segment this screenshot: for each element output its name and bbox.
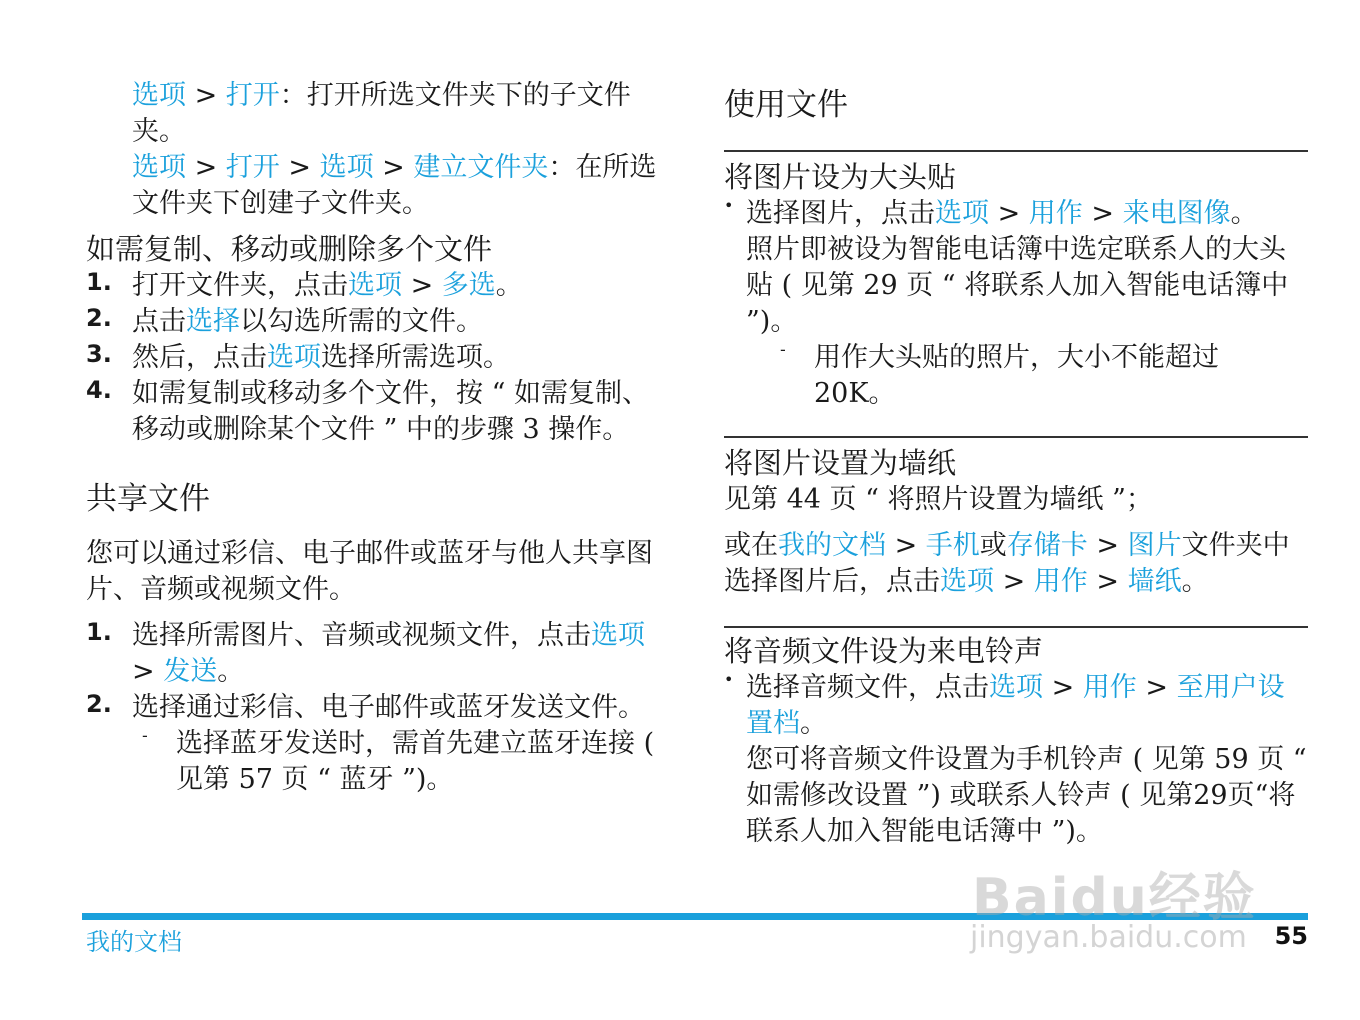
description-text: 照片即被设为智能电话簿中选定联系人的大头贴 ( 见第 29 页 “ 将联系人加入智能电话簿中 ”)。 [746, 234, 1289, 337]
baidu-watermark-logo: Baidu经验 [972, 868, 1257, 928]
step-text: 选择所需图片、音频或视频文件，点击 [132, 620, 591, 651]
paragraph-text: 。 [1181, 566, 1209, 597]
step-text: 。 [217, 656, 245, 687]
step-text: 打开文件夹，点击 [132, 270, 348, 301]
menu-term: 手机 [925, 530, 980, 561]
menu-term: 选项 [319, 152, 374, 183]
menu-term: 用作 [1033, 566, 1088, 597]
share-files-heading: 共享文件 [86, 481, 210, 517]
menu-separator: > [402, 270, 442, 301]
step-text: 如需复制或移动多个文件，按 “ 如需复制、移动或删除某个文件 ” 中的步骤 3 操作。 [132, 378, 649, 445]
menu-separator: > [1082, 198, 1123, 229]
menu-separator: > [279, 152, 320, 183]
menu-term: 选项 [935, 198, 989, 229]
create-folder-paragraph [86, 150, 666, 222]
menu-term: 选项 [132, 80, 186, 111]
step-text: 点击 [132, 306, 186, 337]
bullet-marker: • [724, 670, 734, 689]
dash-marker: - [780, 340, 786, 359]
step-number: 3. [86, 340, 112, 368]
menu-term: 选项 [348, 270, 402, 301]
menu-separator: > [1136, 672, 1177, 703]
paragraph-text: ：打开所选文件夹下的子文件夹。 [132, 80, 631, 147]
menu-term: 墙纸 [1127, 566, 1182, 597]
footer-section-title: 我的文档 [86, 928, 182, 956]
menu-separator: > [186, 80, 226, 111]
menu-separator: > [186, 152, 226, 183]
menu-term: 选项 [989, 672, 1043, 703]
step-text: 选择通过彩信、电子邮件或蓝牙发送文件。 [132, 692, 645, 723]
list-item [724, 196, 1308, 412]
menu-term: 建立文件夹 [413, 152, 549, 183]
menu-term: 打开 [225, 152, 280, 183]
page-number: 55 [1274, 922, 1308, 950]
list-item [724, 670, 1308, 850]
menu-term: 选择 [186, 306, 240, 337]
menu-term: 图片 [1127, 530, 1182, 561]
menu-term: 存储卡 [1006, 530, 1088, 561]
menu-separator: > [132, 656, 164, 687]
note-text: 选择蓝牙发送时，需首先建立蓝牙连接 ( 见第 57 页 “ 蓝牙 ”)。 [176, 728, 655, 795]
step-number: 2. [86, 304, 112, 332]
menu-separator: > [989, 198, 1029, 229]
menu-term: 选项 [132, 152, 186, 183]
paragraph-text: 或 [979, 530, 1007, 561]
menu-term: 多选 [441, 270, 496, 301]
menu-term: 发送 [163, 656, 218, 687]
menu-term: 用作 [1082, 672, 1137, 703]
paragraph-text: ：在所选文件夹下创建子文件夹。 [132, 152, 657, 219]
list-item [86, 340, 666, 376]
step-text: 选择音频文件，点击 [746, 672, 989, 703]
left-column [86, 78, 666, 798]
menu-term: 选项 [940, 566, 994, 597]
menu-term: 打开 [225, 80, 280, 111]
section-title: 将图片设为大头贴 [724, 160, 957, 194]
list-item [86, 618, 666, 690]
step-text: 。 [1230, 198, 1258, 229]
section-title: 将图片设置为墙纸 [724, 446, 957, 480]
list-item [86, 376, 666, 448]
menu-term: 我的文档 [778, 530, 886, 561]
section-divider [724, 626, 1308, 628]
menu-separator: > [1043, 672, 1083, 703]
paragraph-text: 见第 44 页 “ 将照片设置为墙纸 ”； [724, 484, 1153, 515]
dash-marker: - [142, 726, 148, 745]
description-text: 您可将音频文件设置为手机铃声 ( 见第 59 页 “ 如需修改设置 ”) 或联系人铃声 ( 见第29页“将联系人加入智能电话簿中 ”)。 [746, 744, 1307, 847]
multi-file-heading: 如需复制、移动或删除多个文件 [86, 232, 493, 266]
step-text: 选择图片，点击 [746, 198, 935, 229]
list-item [86, 304, 666, 340]
menu-separator: > [994, 566, 1034, 597]
section-divider [724, 150, 1308, 152]
section-title: 将音频文件设为来电铃声 [724, 634, 1044, 668]
note-text: 用作大头贴的照片，大小不能超过 20K。 [814, 342, 1219, 409]
paragraph-text: 文件夹中选择图片后，点击 [724, 530, 1290, 597]
menu-term: 来电图像 [1122, 198, 1231, 229]
step-text: 。 [495, 270, 523, 301]
menu-separator: > [1087, 566, 1128, 597]
share-intro: 您可以通过彩信、电子邮件或蓝牙与他人共享图片、音频或视频文件。 [86, 538, 653, 605]
menu-term: 选项 [591, 620, 645, 651]
step-number: 4. [86, 376, 112, 404]
list-item [86, 268, 666, 304]
step-text: 然后，点击 [132, 342, 267, 373]
step-number: 1. [86, 268, 112, 296]
paragraph-text: 或在 [724, 530, 778, 561]
step-text: 选择所需选项。 [321, 342, 510, 373]
section-divider [724, 436, 1308, 438]
wallpaper-path-paragraph [724, 528, 1308, 600]
menu-separator: > [1087, 530, 1128, 561]
sub-note [86, 726, 666, 798]
list-item [86, 690, 666, 726]
menu-term: 选项 [267, 342, 321, 373]
step-text: 。 [800, 708, 827, 739]
right-column [724, 84, 1308, 850]
sub-note [746, 340, 1308, 412]
step-number: 2. [86, 690, 112, 718]
use-files-heading: 使用文件 [724, 87, 848, 123]
step-number: 1. [86, 618, 112, 646]
menu-separator: > [373, 152, 414, 183]
step-text: 以勾选所需的文件。 [240, 306, 483, 337]
menu-separator: > [886, 530, 926, 561]
menu-term: 用作 [1028, 198, 1083, 229]
baidu-watermark-url: jingyan.baidu.com [970, 920, 1247, 955]
menu-term: 至用户设置档 [746, 672, 1285, 739]
bullet-marker: • [724, 196, 734, 215]
open-option-paragraph [86, 78, 666, 150]
